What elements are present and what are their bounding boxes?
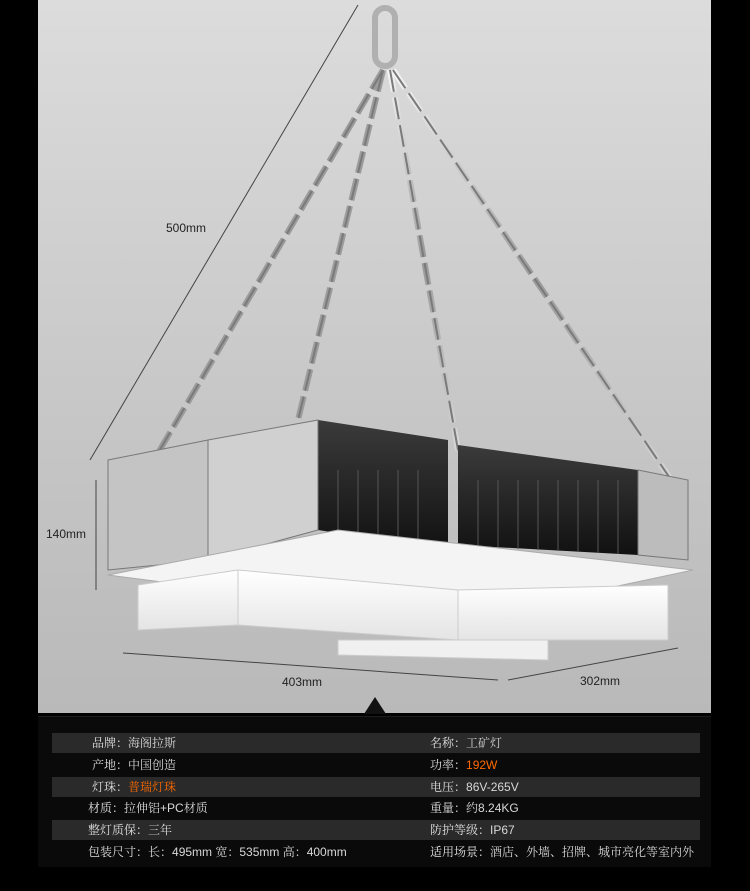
spec-label: 灯珠： [92,780,129,794]
dimension-depth: 302mm [580,674,621,688]
spec-row [52,798,700,818]
spec-value: 工矿灯 [466,736,503,750]
dimension-length: 403mm [282,675,323,689]
spec-value: 拉伸铝+PC材质 [124,801,208,815]
spec-value-led: 普瑞灯珠 [128,780,177,794]
spec-value-power: 192W [466,758,498,772]
spec-label: 适用场景： [430,845,491,859]
spec-value: IP67 [490,823,515,837]
spec-label: 材质： [88,801,125,815]
spec-value: 中国创造 [128,758,177,772]
spec-value: 长：495mm 宽：535mm 高：400mm [148,845,347,859]
spec-value: 酒店、外墙、招牌、城市亮化等室内外 [490,845,695,859]
product-photo [38,0,711,713]
spec-label: 整灯质保： [88,823,149,837]
spec-table [38,716,711,867]
spec-value: 86V-265V [466,780,519,794]
spec-label: 重量： [430,801,467,815]
spec-label: 电压： [430,780,467,794]
spec-row [52,733,700,753]
spec-row [52,842,700,862]
spec-label: 名称： [430,736,467,750]
spec-label: 产地： [92,758,129,772]
high-bay-lamp-illustration [38,0,711,713]
spec-value: 海阁拉斯 [128,736,177,750]
spec-label: 包装尺寸： [88,845,149,859]
spec-label: 功率： [430,758,467,772]
dimension-diagonal: 500mm [166,221,207,235]
spec-value: 三年 [148,823,173,837]
spec-row [52,755,700,775]
spec-label: 防护等级： [430,823,491,837]
spec-label: 品牌： [92,736,129,750]
dimension-height: 140mm [46,527,87,541]
spec-value: 约8.24KG [466,801,519,815]
spec-row [52,820,700,840]
spec-row [52,777,700,797]
pointer-triangle [364,697,386,714]
